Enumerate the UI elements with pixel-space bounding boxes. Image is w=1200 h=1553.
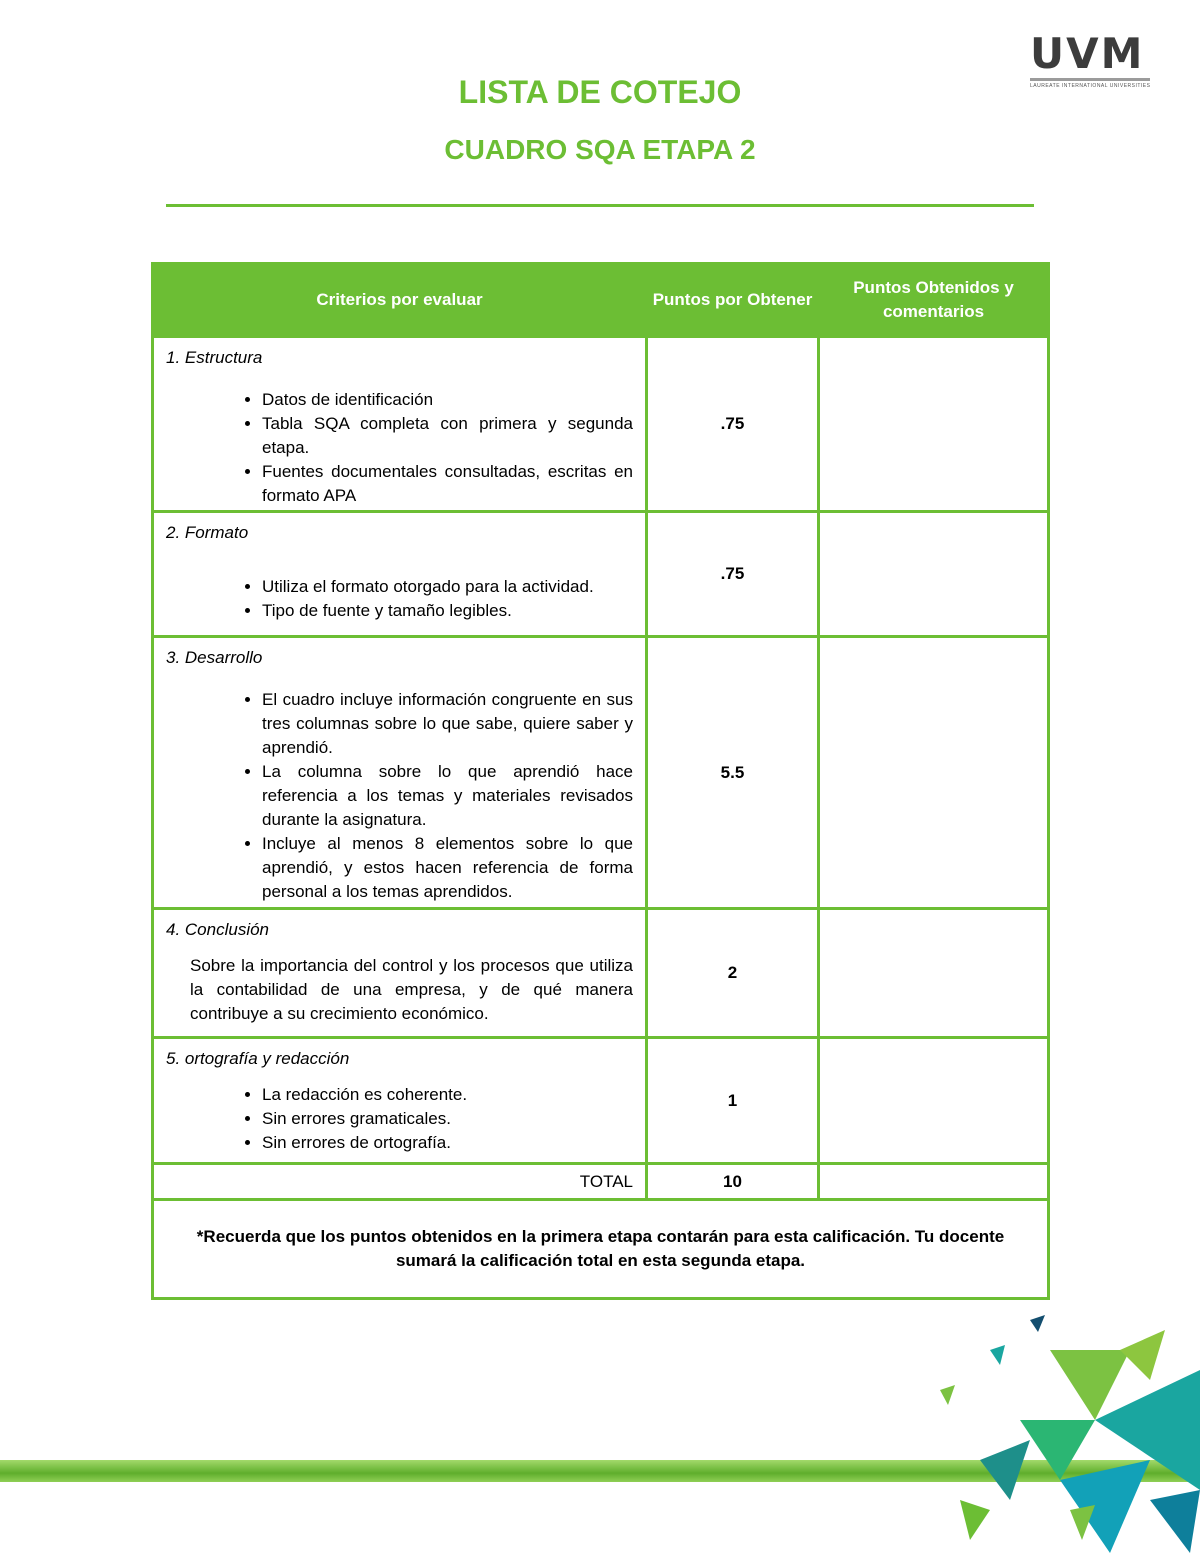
criteria-cell [153, 337, 647, 512]
list-item: • Tipo de fuente y tamaño legibles. [262, 599, 633, 623]
table-row [153, 512, 1049, 637]
list-item: • El cuadro incluye información congruente en sus tres columnas sobre lo que sabe, quiere saber y aprendió. [262, 688, 633, 760]
obtained-cell [819, 337, 1049, 512]
list-item: • Sin errores gramaticales. [262, 1107, 633, 1131]
criteria-cell [153, 909, 647, 1038]
criteria-title: 4. Conclusión [166, 920, 270, 939]
list-item: • Utiliza el formato otorgado para la actividad. [262, 575, 633, 599]
note-row [153, 1200, 1049, 1299]
note-text: *Recuerda que los puntos obtenidos en la primera etapa contarán para esta calificación. Tu docente sumará la calificación total en esta segunda etapa. [153, 1200, 1049, 1299]
triangle-decoration-icon [920, 1310, 1200, 1553]
list-item: • La columna sobre lo que aprendió hace referencia a los temas y materiales revisados durante la asignatura. [262, 760, 633, 832]
table-row [153, 637, 1049, 909]
total-label: TOTAL [153, 1164, 647, 1200]
header-points: Puntos por Obtener [647, 264, 819, 337]
obtained-cell [819, 637, 1049, 909]
points-cell: 2 [647, 909, 819, 1038]
total-row [153, 1164, 1049, 1200]
obtained-cell [819, 909, 1049, 1038]
criteria-title: 1. Estructura [166, 348, 263, 367]
list-item: • La redacción es coherente. [262, 1083, 633, 1107]
total-obtained-cell [819, 1164, 1049, 1200]
points-cell: 5.5 [647, 637, 819, 909]
table-row [153, 337, 1049, 512]
table-row [153, 909, 1049, 1038]
header-obtained: Puntos Obtenidos y comentarios [819, 264, 1049, 337]
logo-subtitle: LAUREATE INTERNATIONAL UNIVERSITIES [1030, 83, 1151, 89]
list-item: • Tabla SQA completa con primera y segunda etapa. [262, 412, 633, 460]
criteria-text: Sobre la importancia del control y los procesos que utiliza la contabilidad de una empresa, y de qué manera contribuye a su crecimiento económico. [190, 956, 633, 1023]
criteria-list [166, 1083, 633, 1155]
points-cell: .75 [647, 337, 819, 512]
criteria-title: 2. Formato [166, 523, 249, 542]
obtained-cell [819, 1038, 1049, 1164]
total-points: 10 [647, 1164, 819, 1200]
title-divider [166, 204, 1034, 207]
list-item: • Incluye al menos 8 elementos sobre lo que aprendió, y estos hacen referencia de forma personal a los temas aprendidos. [262, 832, 633, 904]
table-header-row [153, 264, 1049, 337]
logo-text: UVM [1030, 29, 1145, 78]
document-subtitle: CUADRO SQA ETAPA 2 [444, 134, 756, 165]
document-title: LISTA DE COTEJO [458, 74, 742, 110]
criteria-list [166, 575, 633, 623]
header-criteria: Criterios por evaluar [153, 264, 647, 337]
obtained-cell [819, 512, 1049, 637]
criteria-title: 5. ortografía y redacción [166, 1049, 350, 1068]
criteria-list [166, 688, 633, 904]
criteria-cell [153, 1038, 647, 1164]
list-item: • Sin errores de ortografía. [262, 1131, 633, 1155]
criteria-cell [153, 637, 647, 909]
list-item: • Fuentes documentales consultadas, escritas en formato APA [262, 460, 633, 508]
points-cell: 1 [647, 1038, 819, 1164]
criteria-list [166, 388, 633, 508]
table-row [153, 1038, 1049, 1164]
criteria-cell [153, 512, 647, 637]
list-item: • Datos de identificación [262, 388, 633, 412]
checklist-table [151, 262, 1050, 1300]
criteria-title: 3. Desarrollo [166, 648, 263, 667]
points-cell: .75 [647, 512, 819, 637]
